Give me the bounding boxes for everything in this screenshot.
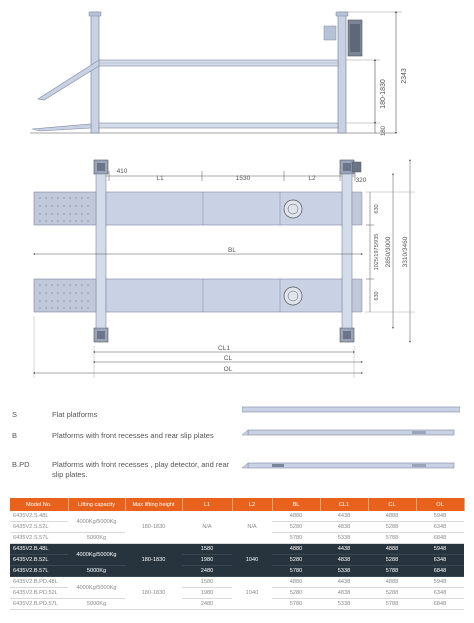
dim-post-offset: 410 [116,168,128,175]
cell-cl1: 5338 [320,599,368,610]
cell-bl: 5280 [272,522,320,533]
cell-height: 180-1830 [125,544,182,577]
dim-cl: CL [223,355,233,362]
cell-bl: 5780 [272,533,320,544]
header-capacity: Lifting capacity [68,498,125,511]
cell-model: 6435V2.B.48L [10,544,68,555]
cell-ol: 6348 [416,555,464,566]
header-cl1: CL1 [320,498,368,511]
cell-bl: 4880 [272,577,320,588]
runway-upper [34,192,362,225]
cell-cl1: 4438 [320,577,368,588]
cell-ol: 6848 [416,566,464,577]
cell-l1: 1580 [182,544,232,555]
left-post [91,12,99,133]
cell-model: 6435V2.B.PD.48L [10,577,68,588]
cell-cl: 5288 [368,522,416,533]
cell-cl: 5788 [368,533,416,544]
recess-platform-icon [242,427,460,439]
cell-capacity: 4000Kg/5000Kg [68,544,125,566]
dim-outer: 3310/3460 [402,236,409,268]
cell-l1: 1580 [182,577,232,588]
cell-bl: 5280 [272,555,320,566]
cell-bl: 5780 [272,566,320,577]
cell-capacity: 4000Kg/5000Kg [68,577,125,599]
platform-type-legend [0,400,474,488]
dim-rear-offset: 320 [355,177,367,184]
cell-cl1: 5338 [320,533,368,544]
legend-desc-b: Platforms with front recesses and rear slip plates [52,431,214,440]
dim-l1: L1 [156,175,164,182]
cell-cl1: 4838 [320,588,368,599]
dim-lift-range: 180-1830 [380,79,387,109]
cell-l2: 1040 [232,544,272,577]
front-cross-beam [96,174,106,328]
turntable-lower [284,287,302,305]
table-row [10,544,464,555]
cell-cl: 5288 [368,555,416,566]
right-post [338,12,346,133]
cell-cl: 5788 [368,599,416,610]
cell-cl: 5788 [368,566,416,577]
cell-model: 6435V2.S.48L [10,511,68,522]
cell-model: 6435V2.B.52L [10,555,68,566]
table-row [10,511,464,522]
cell-ol: 6848 [416,599,464,610]
header-l2: L2 [232,498,272,511]
rear-cross-beam [342,174,352,328]
cell-l1: 1980 [182,588,232,599]
cell-l1: N/A [182,511,232,544]
cell-bl: 4880 [272,511,320,522]
cell-bl: 5780 [272,599,320,610]
cell-ol: 6348 [416,522,464,533]
cell-cl1: 4838 [320,555,368,566]
power-unit-plan [352,162,361,172]
cell-capacity: 4000Kg/5000Kg [68,511,125,533]
cell-ol: 5948 [416,544,464,555]
cell-capacity: 5000Kg [68,599,125,610]
cell-l1: 1980 [182,555,232,566]
header-l1: L1 [182,498,232,511]
cell-cl: 5288 [368,588,416,599]
cell-model: 6435V2.B.PD.57L [10,599,68,610]
cell-cl: 4888 [368,511,416,522]
cell-l1: 2480 [182,566,232,577]
runway-lower [34,279,362,312]
cell-cl1: 4438 [320,511,368,522]
cell-height: 180-1830 [125,511,182,544]
cell-cl1: 4438 [320,544,368,555]
cell-ol: 5948 [416,511,464,522]
cell-cl: 4888 [368,544,416,555]
dim-cl1: CL1 [218,345,230,352]
header-height: Max lifting height [125,498,182,511]
cell-l2: N/A [232,511,272,544]
table-row [10,577,464,588]
cell-cl: 4888 [368,577,416,588]
header-model: Model No. [10,498,68,511]
specification-table [10,498,465,610]
header-cl: CL [368,498,416,511]
header-bl: BL [272,498,320,511]
dim-platform-width-2: 630 [374,291,380,301]
cell-model: 6435V2.B.PD.52L [10,588,68,599]
dim-center: 1530 [235,175,251,182]
cell-bl: 5280 [272,588,320,599]
flat-platform-icon [242,404,460,416]
dim-l2: L2 [308,175,316,182]
cell-capacity: 5000Kg [68,566,125,577]
legend-code-s: S [12,410,18,419]
dim-platform-width-1: 630 [374,204,380,214]
side-elevation-view [30,12,408,136]
cell-cl1: 5338 [320,566,368,577]
cell-l1: 2480 [182,599,232,610]
dim-bl: BL [228,247,236,254]
cell-bl: 4880 [272,544,320,555]
cell-capacity: 5000Kg [68,533,125,544]
lower-runway [99,123,338,128]
legend-desc-bpd: Platforms with front recesses , play detector, and rear slip plates. [52,460,230,479]
turntable-upper [284,200,302,218]
legend-code-bpd: B.PD [12,460,30,469]
cell-ol: 6848 [416,533,464,544]
plan-view [34,160,415,378]
dim-total-height: 2343 [401,68,408,84]
cell-model: 6435V2.S.57L [10,533,68,544]
table-header-row [10,498,464,511]
cell-model: 6435V2.S.52L [10,522,68,533]
cell-model: 6435V2.B.57L [10,566,68,577]
play-detector-platform-icon [242,460,460,472]
dim-ol: OL [223,366,233,373]
dim-min-height: 180 [381,125,387,137]
cell-ol: 5948 [416,577,464,588]
dim-inner: 2850/3000 [385,236,392,268]
cell-ol: 6348 [416,588,464,599]
cell-height: 180-1830 [125,577,182,610]
legend-desc-s: Flat platforms [52,410,98,419]
cell-cl1: 4838 [320,522,368,533]
header-ol: OL [416,498,464,511]
legend-code-b: B [12,431,18,440]
dim-gap: 1025/1975/935 [374,233,380,271]
cell-l2: 1040 [232,577,272,610]
